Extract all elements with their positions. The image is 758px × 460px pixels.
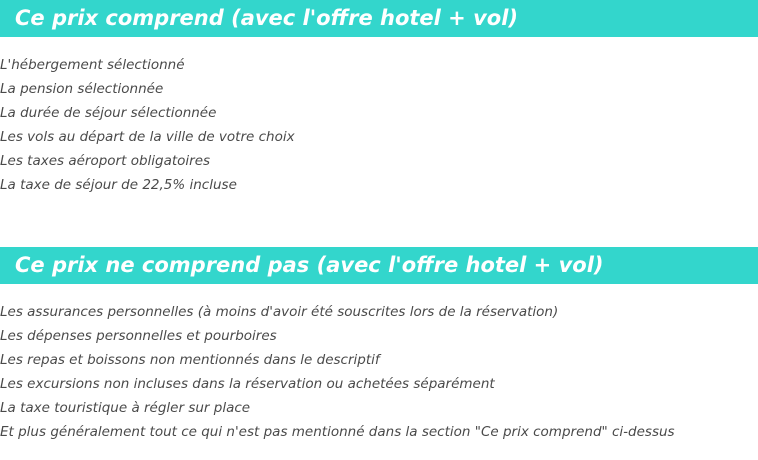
- excluded-item: Les dépenses personnelles et pourboires: [0, 328, 277, 344]
- included-item: Les vols au départ de la ville de votre choix: [0, 129, 295, 145]
- included-item: La durée de séjour sélectionnée: [0, 105, 217, 121]
- included-section-title: Ce prix comprend (avec l'offre hotel + vol): [0, 0, 758, 37]
- included-item: La taxe de séjour de 22,5% incluse: [0, 177, 237, 193]
- excluded-item: Les repas et boissons non mentionnés dans le descriptif: [0, 352, 380, 368]
- included-item: La pension sélectionnée: [0, 81, 164, 97]
- included-item: L'hébergement sélectionné: [0, 57, 185, 73]
- excluded-item: Les excursions non incluses dans la réservation ou achetées séparément: [0, 376, 495, 392]
- excluded-item: Les assurances personnelles (à moins d'avoir été souscrites lors de la réservation): [0, 304, 559, 320]
- excluded-list: [0, 300, 675, 444]
- excluded-item: Et plus généralement tout ce qui n'est pas mentionné dans la section "Ce prix comprend" ci-dessus: [0, 424, 675, 440]
- excluded-item: La taxe touristique à régler sur place: [0, 400, 251, 416]
- included-list: [0, 53, 295, 197]
- included-item: Les taxes aéroport obligatoires: [0, 153, 211, 169]
- excluded-section-title: Ce prix ne comprend pas (avec l'offre hotel + vol): [0, 247, 758, 284]
